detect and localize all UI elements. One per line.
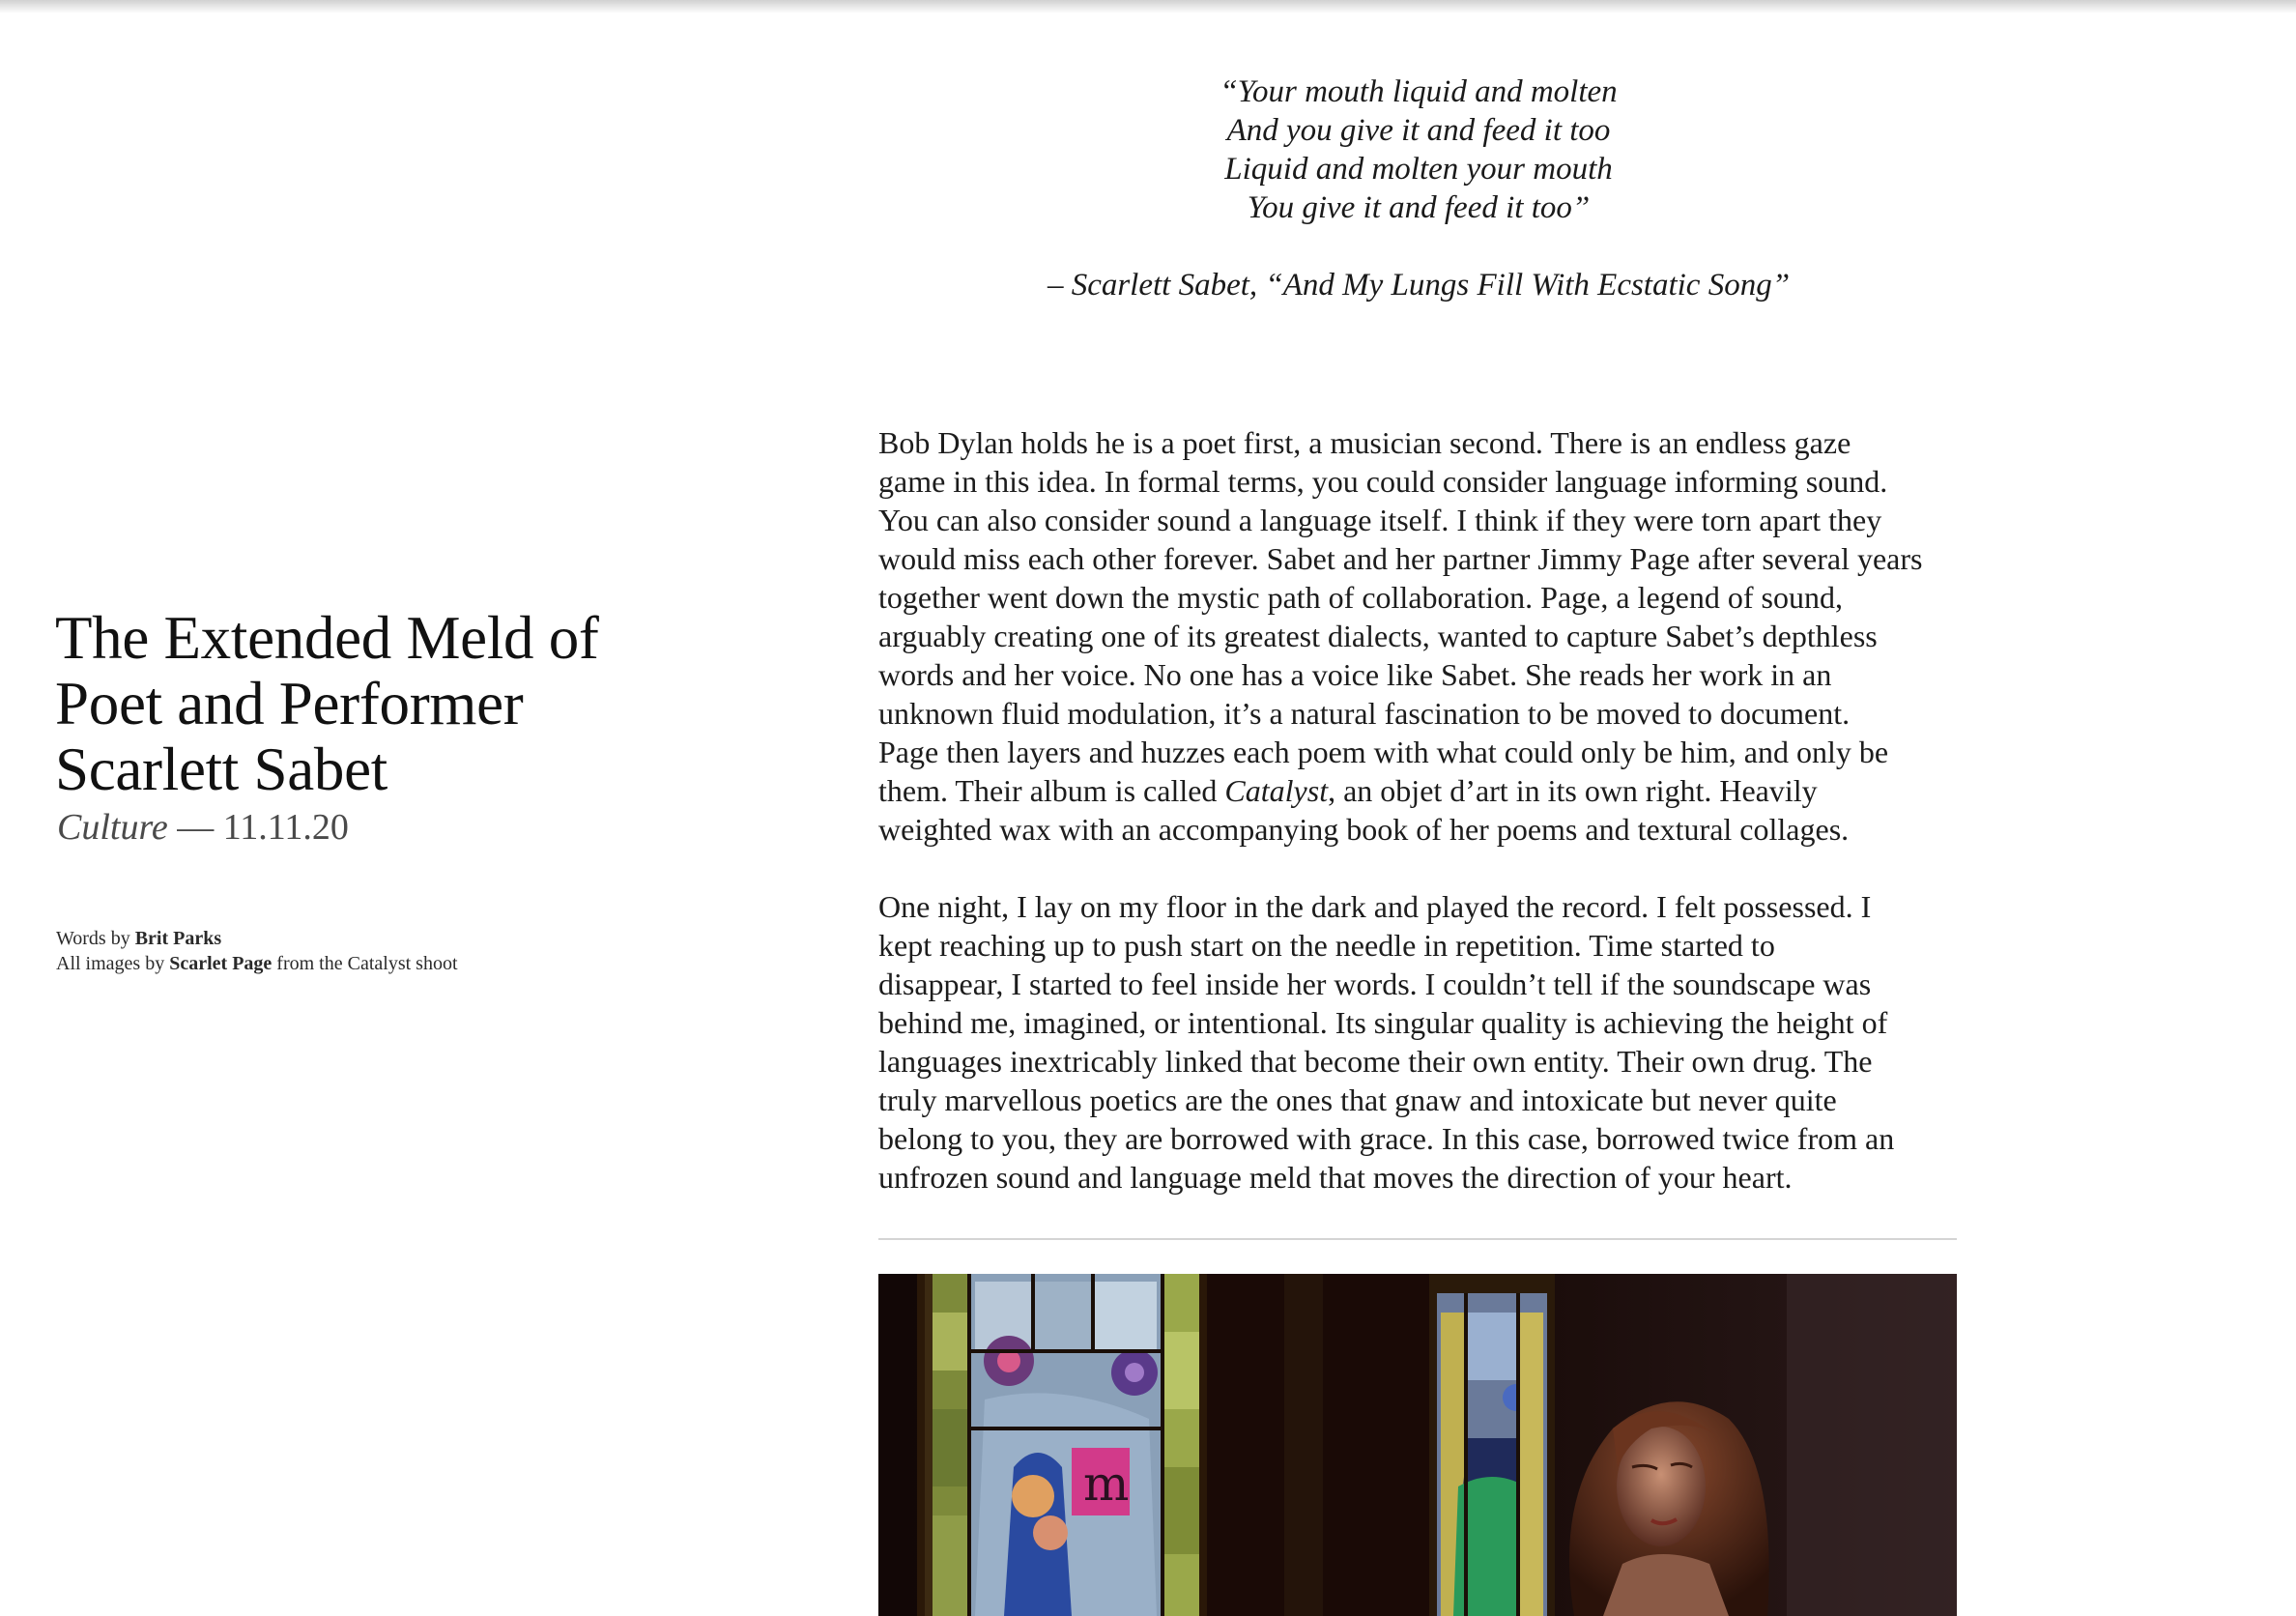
body-line: unknown fluid modulation, it’s a natural fascination to be moved to document. (878, 696, 1851, 731)
body-paragraph-2 (878, 887, 1959, 1197)
title-line: Poet and Performer (55, 670, 524, 737)
body-line: disappear, I started to feel inside her words. I couldn’t tell if the soundscape was (878, 967, 1872, 1001)
body-line: arguably creating one of its greatest dialects, wanted to capture Sabet’s depthless (878, 619, 1878, 653)
left-stained-glass (933, 1274, 1199, 1616)
body-line: kept reaching up to push start on the needle in repetition. Time started to (878, 928, 1775, 963)
body-line (878, 771, 1959, 810)
body-line: belong to you, they are borrowed with grace. In this case, borrowed twice from an (878, 1121, 1895, 1156)
body-line: One night, I lay on my floor in the dark and played the record. I felt possessed. I (878, 889, 1872, 924)
album-title: Catalyst (1224, 773, 1329, 808)
quote-line: You give it and feed it too” (1247, 190, 1591, 225)
quote-line: “Your mouth liquid and molten (1220, 74, 1618, 109)
epigraph-quote (878, 72, 1959, 304)
publish-date: 11.11.20 (222, 807, 349, 848)
svg-text:m: m (1083, 1456, 1130, 1512)
body-line: words and her voice. No one has a voice like Sabet. She reads her work in an (878, 657, 1832, 692)
credits (56, 926, 458, 976)
body-line: would miss each other forever. Sabet and her partner Jimmy Page after several years (878, 541, 1923, 576)
body-line: weighted wax with an accompanying book of her poems and textural collages. (878, 812, 1850, 847)
meta-separator: — (167, 807, 223, 848)
words-credit (56, 926, 458, 951)
images-credit (56, 951, 458, 976)
quote-line: And you give it and feed it too (1226, 113, 1611, 148)
article-title (55, 605, 789, 802)
body-line: unfrozen sound and language meld that moves the direction of your heart. (878, 1160, 1793, 1195)
title-line: The Extended Meld of (55, 604, 599, 672)
title-line: Scarlett Sabet (55, 736, 387, 803)
body-line: behind me, imagined, or intentional. Its singular quality is achieving the height of (878, 1005, 1888, 1040)
words-prefix: Words by (56, 928, 135, 949)
category-link[interactable]: Culture (57, 807, 168, 848)
body-line: game in this idea. In formal terms, you could consider language informing sound. (878, 464, 1888, 499)
quote-line: Liquid and molten your mouth (1224, 152, 1613, 187)
right-stained-glass (1437, 1293, 1547, 1616)
body-line: truly marvellous poetics are the ones that gnaw and intoxicate but never quite (878, 1082, 1837, 1117)
body-line: together went down the mystic path of collaboration. Page, a legend of sound, (878, 580, 1843, 615)
images-prefix: All images by (56, 953, 170, 974)
article-meta (57, 806, 349, 849)
body-line: You can also consider sound a language itself. I think if they were torn apart they (878, 503, 1882, 537)
body-text-run: , an objet d’art in its own right. Heavily (1328, 773, 1818, 808)
section-divider (878, 1238, 1957, 1240)
top-shadow (0, 0, 2296, 14)
body-paragraph-1 (878, 423, 1959, 849)
body-line: Page then layers and huzzes each poem with what could only be him, and only be (878, 735, 1889, 769)
quote-attribution: – Scarlett Sabet, “And My Lungs Fill With Ecstatic Song” (1047, 268, 1791, 303)
article-body (878, 423, 1959, 1197)
words-author: Brit Parks (134, 928, 222, 949)
body-text-run: them. Their album is called (878, 773, 1225, 808)
photo-illustration (878, 1274, 1957, 1616)
article-photo (878, 1274, 1957, 1616)
body-line: languages inextricably linked that become their own entity. Their own drug. The (878, 1044, 1873, 1079)
images-suffix: from the Catalyst shoot (272, 953, 458, 974)
images-author: Scarlet Page (169, 953, 273, 974)
body-line: Bob Dylan holds he is a poet first, a musician second. There is an endless gaze (878, 425, 1851, 460)
